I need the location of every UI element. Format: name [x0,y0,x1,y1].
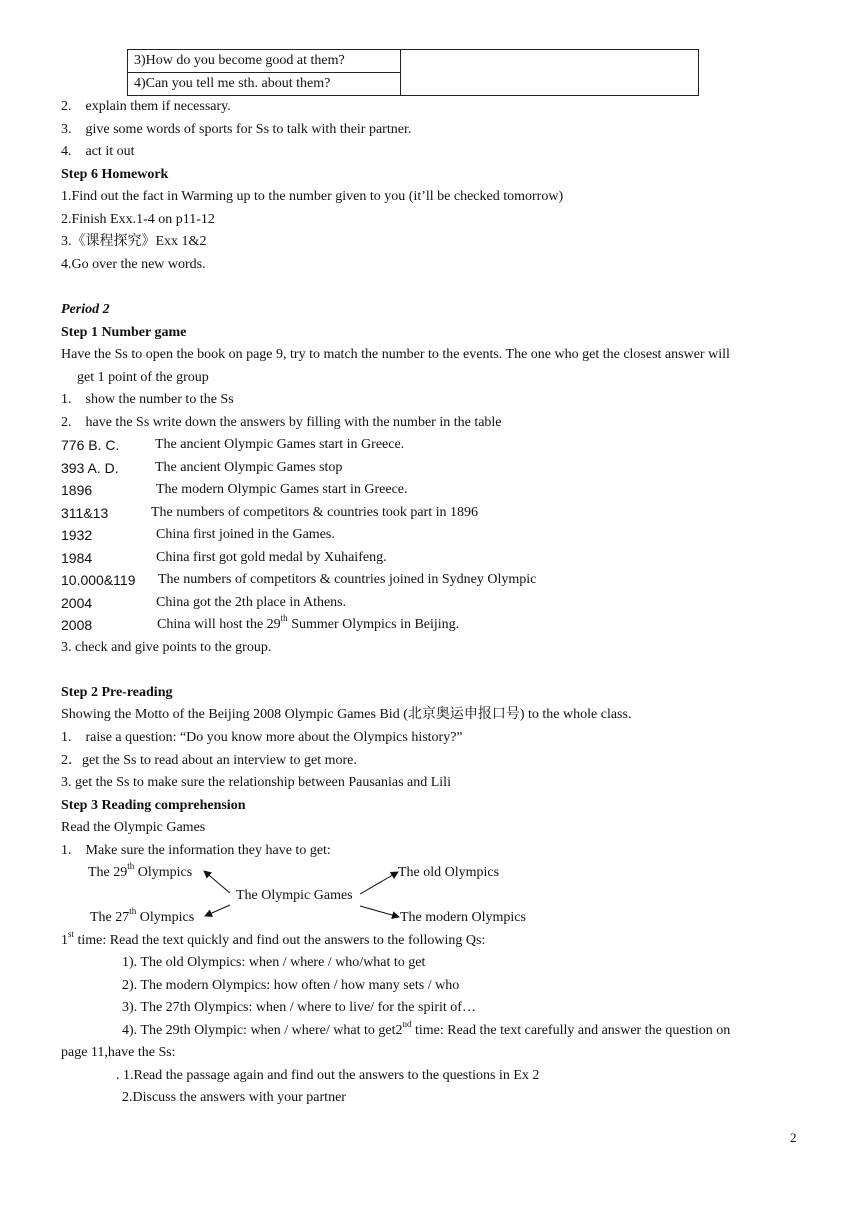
timeline-event: China first got gold medal by Xuhaifeng. [156,550,387,565]
timeline-year: 1984 [61,550,93,566]
table-cell: 4)Can you tell me sth. about them? [128,73,401,96]
list-item: . 1.Read the passage again and find out the answers to the questions in Ex 2 [116,1068,540,1083]
timeline-event: The ancient Olympic Games stop [155,460,343,475]
list-item: 2. explain them if necessary. [61,99,231,114]
list-item: 2.Finish Exx.1-4 on p11-12 [61,212,215,227]
timeline-event: The ancient Olympic Games start in Greece. [155,437,405,452]
list-item: 2．get the Ss to read about an interview to get more. [61,753,357,768]
list-item: 4.Go over the new words. [61,257,206,272]
list-item: 1. show the number to the Ss [61,392,234,407]
paragraph: 1st time: Read the text quickly and find out the answers to the following Qs: [61,929,486,948]
diagram-center: The Olympic Games [236,888,353,903]
period-heading: Period 2 [61,302,110,317]
list-item: 1. Make sure the information they have to get: [61,843,331,858]
paragraph: get 1 point of the group [77,370,209,385]
list-item: 4). The 29th Olympic: when / where/ what to get2nd time: Read the text carefully and answer the question on [122,1019,731,1038]
list-item: 2.Discuss the answers with your partner [122,1090,346,1105]
arrow-to-29th [204,871,230,893]
diagram-node-29th: The 29th Olympics [88,861,193,880]
paragraph: page 11,have the Ss: [61,1045,176,1060]
arrow-to-old [360,872,398,894]
timeline-event: China first joined in the Games. [156,527,335,542]
list-item: 1. raise a question: “Do you know more about the Olympics history?” [61,730,463,745]
timeline-event: China will host the 29th Summer Olympics in Beijing. [157,613,460,632]
list-item: 3. check and give points to the group. [61,640,272,655]
paragraph: Read the Olympic Games [61,820,206,835]
list-item: 3. get the Ss to make sure the relationship between Pausanias and Lili [61,775,451,790]
list-item: 2). The modern Olympics: how often / how many sets / who [122,978,460,993]
timeline-year: 2004 [61,595,93,611]
diagram-node-modern: The modern Olympics [400,910,526,925]
diagram-node-27th: The 27th Olympics [90,906,195,925]
section-heading: Step 2 Pre-reading [61,685,173,700]
timeline-year: 1932 [61,527,93,543]
list-item: 4. act it out [61,144,135,159]
table-cell: 3)How do you become good at them? [128,50,401,73]
timeline-year: 1896 [61,482,93,498]
timeline-year: 311&13 [61,505,109,521]
timeline-event: The numbers of competitors & countries took part in 1896 [151,505,478,520]
timeline-event: The modern Olympic Games start in Greece. [156,482,408,497]
list-item: 1.Find out the fact in Warming up to the number given to you (it’ll be checked tomorrow) [61,189,564,204]
arrow-to-27th [205,905,230,916]
diagram-node-old: The old Olympics [398,865,500,880]
timeline-year: 776 B. C. [61,437,120,453]
list-item: 1). The old Olympics: when / where / who/what to get [122,955,426,970]
list-item: 2. have the Ss write down the answers by filling with the number in the table [61,415,502,430]
page-number: 2 [790,1130,797,1145]
list-item: 3. give some words of sports for Ss to talk with their partner. [61,122,412,137]
timeline-year: 393 A. D. [61,460,119,476]
timeline-year: 10.000&119 [61,572,136,588]
section-heading: Step 3 Reading comprehension [61,798,246,813]
arrow-to-modern [360,906,399,917]
list-item: 3). The 27th Olympics: when / where to live/ for the spirit of… [122,1000,476,1015]
list-item: 3.《课程探究》Exx 1&2 [61,234,207,249]
paragraph: Have the Ss to open the book on page 9, try to match the number to the events. The one who get the closest answer will [61,347,730,362]
timeline-event: The numbers of competitors & countries joined in Sydney Olympic [158,572,537,587]
section-heading: Step 6 Homework [61,167,169,182]
timeline-year: 2008 [61,617,93,633]
section-heading: Step 1 Number game [61,325,187,340]
paragraph: Showing the Motto of the Beijing 2008 Olympic Games Bid (北京奥运申报口号) to the whole class. [61,707,632,722]
timeline-event: China got the 2th place in Athens. [156,595,347,610]
